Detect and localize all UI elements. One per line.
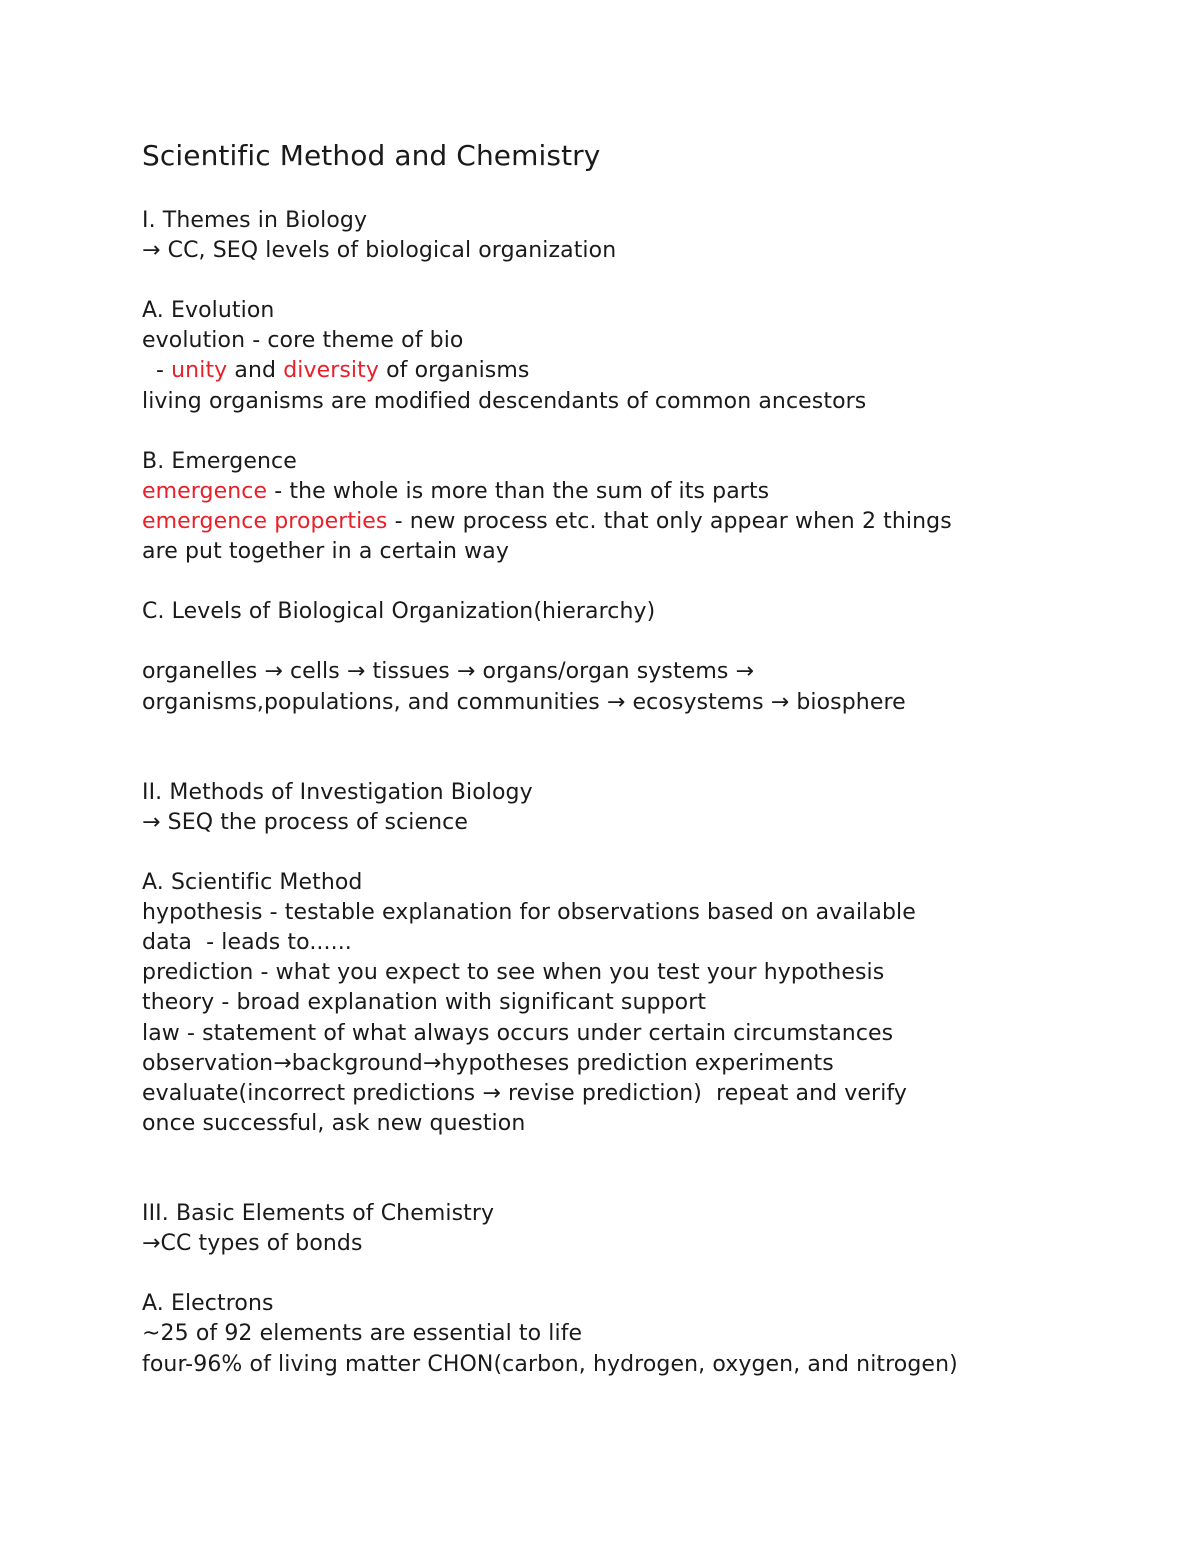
subsection-heading: A. Electrons (142, 1291, 274, 1317)
text-span: - (156, 358, 172, 384)
note-line: evaluate(incorrect predictions → revise prediction) repeat and verify (142, 1080, 907, 1106)
subsection-heading: B. Emergence (142, 448, 297, 474)
highlight-term: emergence (142, 478, 268, 504)
note-line: theory - broad explanation with significant support (142, 990, 707, 1016)
section-subtitle: → SEQ the process of science (142, 809, 469, 835)
section-heading: I. Themes in Biology (142, 208, 368, 233)
spacer (142, 1139, 1062, 1169)
spacer (142, 718, 1062, 748)
spacer (142, 627, 1062, 657)
note-line: are put together in a certain way (142, 539, 509, 565)
note-line (142, 356, 1062, 386)
note-line: living organisms are modified descendants of common ancestors (142, 388, 867, 414)
note-line: organelles → cells → tissues → organs/organ systems → (142, 659, 755, 685)
note-line: evolution - core theme of bio (142, 328, 464, 354)
note-line: four-96% of living matter CHON(carbon, hydrogen, oxygen, and nitrogen) (142, 1351, 958, 1377)
subsection-heading: A. Scientific Method (142, 870, 363, 896)
note-line: prediction - what you expect to see when you test your hypothesis (142, 960, 885, 986)
section-heading: II. Methods of Investigation Biology (142, 779, 533, 805)
spacer (142, 748, 1062, 778)
text-span: and (227, 358, 284, 384)
spacer (142, 417, 1062, 447)
spacer (142, 567, 1062, 597)
note-line: organisms,populations, and communities → ecosystems → biosphere (142, 689, 906, 715)
section-heading: III. Basic Elements of Chemistry (142, 1201, 495, 1227)
note-line: once successful, ask new question (142, 1110, 526, 1136)
note-line: hypothesis - testable explanation for observations based on available (142, 900, 916, 926)
document-body (142, 136, 1062, 1380)
spacer (142, 1259, 1062, 1289)
page-title: Scientific Method and Chemistry (142, 139, 601, 172)
text-span: of organisms (378, 358, 530, 384)
note-line (142, 477, 1062, 507)
subsection-heading: C. Levels of Biological Organization(hierarchy) (142, 599, 656, 625)
highlight-term: unity (171, 358, 228, 384)
spacer (142, 266, 1062, 296)
note-line (142, 507, 1062, 537)
note-line: ~25 of 92 elements are essential to life (142, 1321, 583, 1347)
section-subtitle: → CC, SEQ levels of biological organization (142, 238, 617, 264)
subsection-heading: A. Evolution (142, 298, 275, 324)
note-line: data - leads to...... (142, 930, 352, 956)
highlight-term: diversity (283, 358, 379, 384)
highlight-term: emergence properties (142, 508, 388, 534)
section-subtitle: →CC types of bonds (142, 1231, 363, 1257)
spacer (142, 838, 1062, 868)
note-line: observation→background→hypotheses prediction experiments (142, 1050, 834, 1076)
text-span: - the whole is more than the sum of its parts (267, 478, 770, 504)
spacer (142, 1169, 1062, 1199)
text-span: - new process etc. that only appear when 2 things (387, 508, 952, 534)
note-line: law - statement of what always occurs under certain circumstances (142, 1020, 894, 1046)
